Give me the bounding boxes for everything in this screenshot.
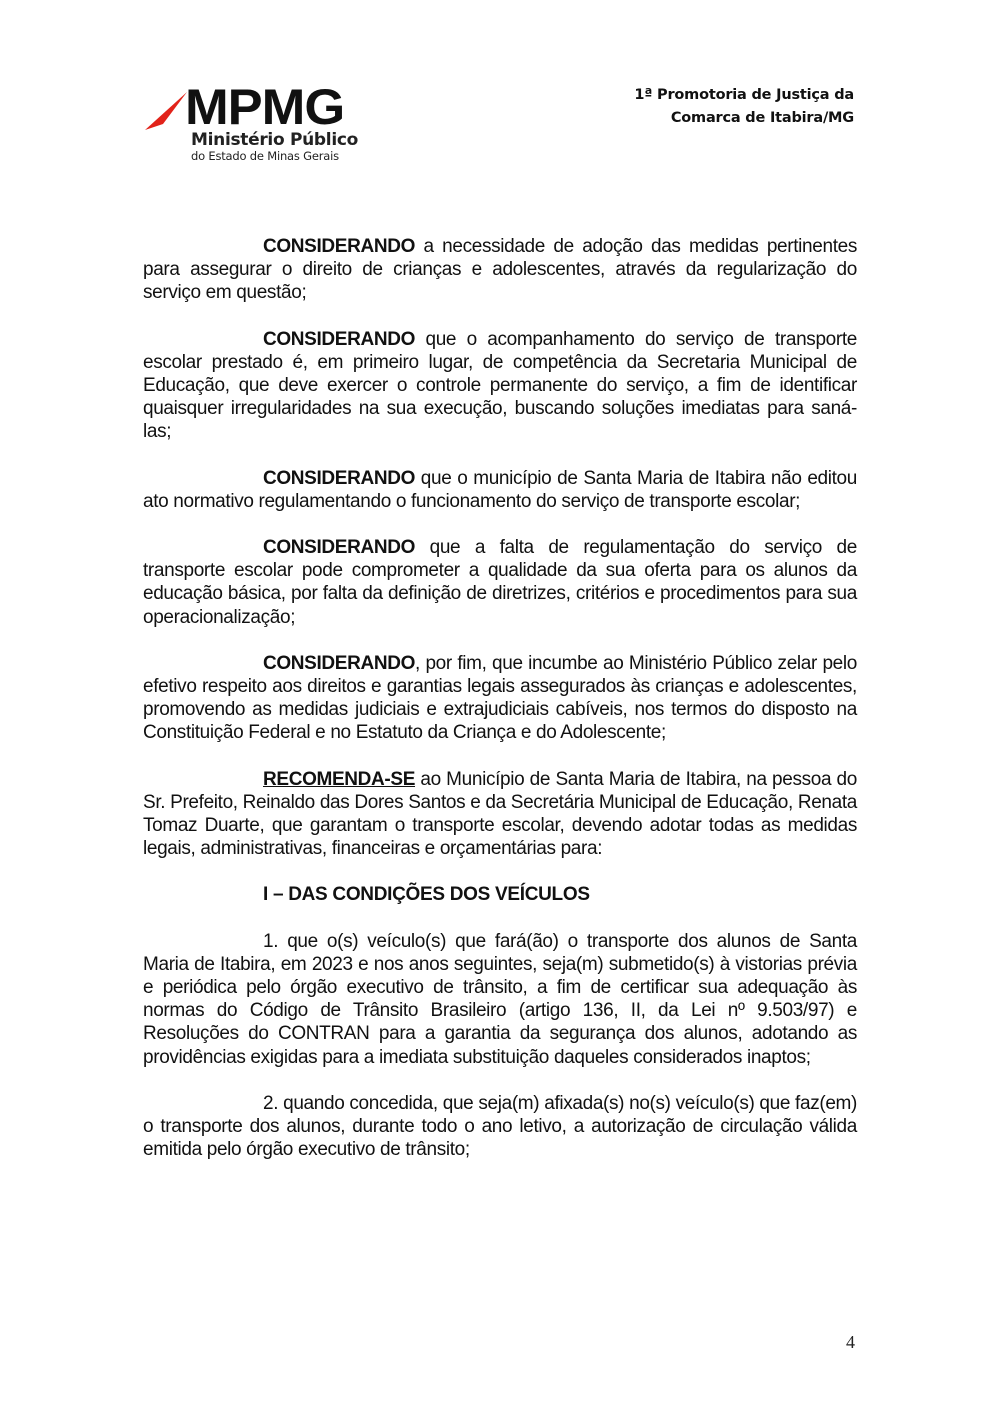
paragraph-lead: CONSIDERANDO [263,537,416,559]
section-title: I – DAS CONDIÇÕES DOS VEÍCULOS [263,884,590,906]
document-body [143,235,857,1185]
office-header [634,84,854,130]
paragraph-lead: CONSIDERANDO [263,467,416,489]
considerando-paragraph [143,536,857,629]
recommendation-lead: RECOMENDA-SE [263,768,416,790]
recommendation-text: ao Município de Santa Maria de Itabira, na pessoa do Sr. Prefeito, Reinaldo das Dores Santos e da Secretária Municipal de Educação, Renata Tomaz Duarte, que garantam o transporte escolar, devendo adotar todas as medidas legais, administrativas, financeiras e orçamentárias para: [143,768,857,860]
paragraph-lead: CONSIDERANDO [263,652,416,674]
considerando-paragraph [143,467,857,513]
logo-institution-state: do Estado de Minas Gerais [191,149,339,163]
recommendation-paragraph [143,768,857,861]
office-district: Comarca de Itabira/MG [670,110,854,126]
paragraph-text: que a falta de regulamentação do serviço de transporte escolar pode comprometer a qualidade da sua oferta para os alunos da educação básica, por falta da definição de diretrizes, critérios e procedimentos para sua operacionalização; [143,537,857,628]
paragraph-text: , por fim, que incumbe ao Ministério Público zelar pelo efetivo respeito aos direitos e garantias legais assegurados às crianças e adolescentes, promovendo as medidas judiciais e extrajudiciais cabíveis, nos termos do disposto na Constituição Federal e no Estatuto da Criança e do Adolescente; [143,652,857,744]
paragraph-text: a necessidade de adoção das medidas pertinentes para assegurar o direito de crianças e adolescentes, através da regularização do serviço em questão; [143,236,857,304]
paragraph-lead: CONSIDERANDO [263,236,416,257]
section-item: 1. que o(s) veículo(s) que fará(ão) o transporte dos alunos de Santa Maria de Itabira, em 2023 e nos anos seguintes, seja(m) submetido(s) à vistorias prévia e periódica pelo órgão executivo de trânsito, a fim de certificar sua adequação às normas do Código de Trânsito Brasileiro (artigo 136, II, da Lei nº 9.503/97) e Resoluções do CONTRAN para a garantia da segurança dos alunos, adotando as providências exigidas para a imediata substituição daqueles considerados inaptos; [143,930,857,1068]
red-triangle-logo-icon [143,90,191,132]
considerando-paragraph [143,328,857,444]
logo-acronym: MPMG [185,79,345,135]
paragraph-text: que o acompanhamento do serviço de transporte escolar prestado é, em primeiro lugar, de competência da Secretaria Municipal de Educação, que deve exercer o controle permanente do serviço, a fim de identificar quaisquer irregularidades na sua execução, buscando soluções imediatas para saná-las; [143,328,857,443]
considerando-paragraph [143,235,857,305]
section-item: 2. quando concedida, que seja(m) afixada(s) no(s) veículo(s) que faz(em) o transporte dos alunos, durante todo o ano letivo, a autorização de circulação válida emitida pelo órgão executivo de trânsito; [143,1092,857,1161]
paragraph-lead: CONSIDERANDO [263,328,416,350]
considerando-paragraph [143,652,857,745]
mpmg-logo [143,79,368,168]
page-number: 4 [846,1332,855,1352]
paragraph-text: que o município de Santa Maria de Itabira não editou ato normativo regulamentando o funcionamento do serviço de transporte escolar; [143,467,857,512]
office-name: 1ª Promotoria de Justiça da [634,87,854,103]
logo-institution-name: Ministério Público [191,130,358,150]
